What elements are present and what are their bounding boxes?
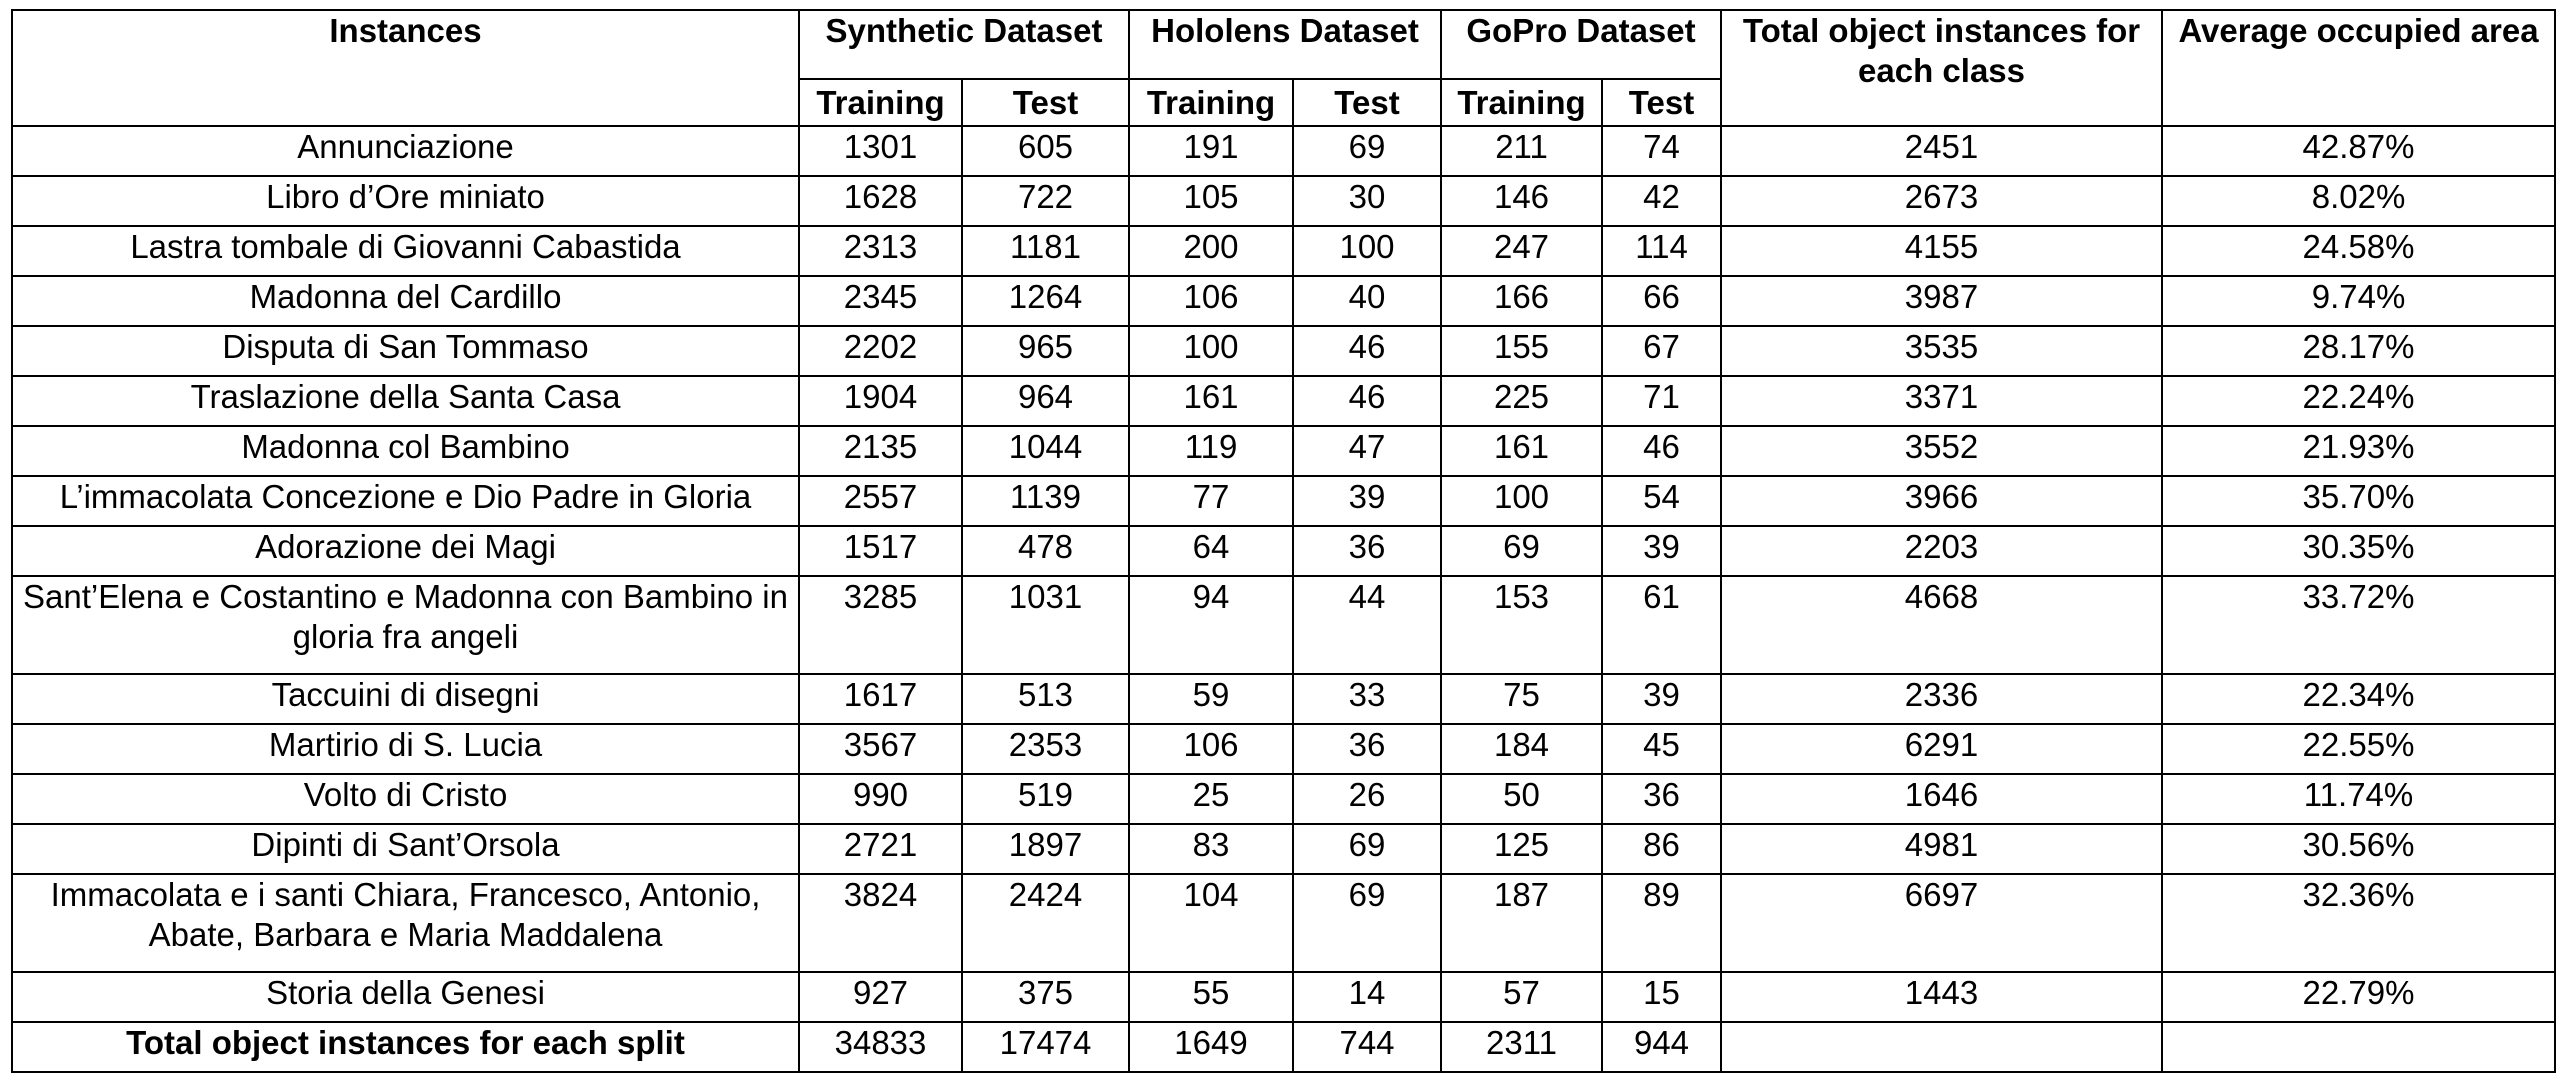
gopro-test-cell: 15 [1602, 972, 1721, 1022]
synthetic-test-cell: 605 [962, 126, 1129, 176]
synthetic-training-cell: 2721 [799, 824, 962, 874]
hololens-test-cell: 46 [1293, 376, 1441, 426]
gopro-test-cell: 54 [1602, 476, 1721, 526]
subheader-synthetic-training: Training [799, 79, 962, 126]
total-instances-cell: 2673 [1721, 176, 2162, 226]
table-row [12, 972, 2555, 1022]
instance-name-cell: Lastra tombale di Giovanni Cabastida [12, 226, 799, 276]
synthetic-training-cell: 2345 [799, 276, 962, 326]
subheader-gopro-test: Test [1602, 79, 1721, 126]
average-area-cell: 28.17% [2162, 326, 2555, 376]
total-instances-cell: 2451 [1721, 126, 2162, 176]
synthetic-test-cell: 1139 [962, 476, 1129, 526]
gopro-test-cell: 71 [1602, 376, 1721, 426]
synthetic-training-cell: 3285 [799, 576, 962, 674]
totals-row [12, 1022, 2555, 1072]
total-instances-cell: 1646 [1721, 774, 2162, 824]
hololens-training-cell: 104 [1129, 874, 1293, 972]
average-area-cell: 22.34% [2162, 674, 2555, 724]
instance-name-cell: Dipinti di Sant’Orsola [12, 824, 799, 874]
hololens-training-cell: 191 [1129, 126, 1293, 176]
total-instances-cell: 3987 [1721, 276, 2162, 326]
synthetic-training-cell: 1617 [799, 674, 962, 724]
instance-name-cell: L’immacolata Concezione e Dio Padre in Gloria [12, 476, 799, 526]
table-row [12, 476, 2555, 526]
total-gopro-test-cell: 944 [1602, 1022, 1721, 1072]
instance-name-cell: Martirio di S. Lucia [12, 724, 799, 774]
synthetic-test-cell: 513 [962, 674, 1129, 724]
gopro-training-cell: 225 [1441, 376, 1602, 426]
hololens-training-cell: 200 [1129, 226, 1293, 276]
gopro-training-cell: 184 [1441, 724, 1602, 774]
total-instances-cell: 2336 [1721, 674, 2162, 724]
hololens-training-cell: 55 [1129, 972, 1293, 1022]
synthetic-test-cell: 964 [962, 376, 1129, 426]
header-total-per-class: Total object instances for each class [1721, 10, 2162, 126]
hololens-training-cell: 106 [1129, 276, 1293, 326]
synthetic-training-cell: 3824 [799, 874, 962, 972]
synthetic-test-cell: 519 [962, 774, 1129, 824]
hololens-test-cell: 69 [1293, 874, 1441, 972]
table-row [12, 774, 2555, 824]
hololens-test-cell: 33 [1293, 674, 1441, 724]
hololens-test-cell: 69 [1293, 824, 1441, 874]
average-area-cell: 30.35% [2162, 526, 2555, 576]
gopro-training-cell: 153 [1441, 576, 1602, 674]
header-hololens-dataset: Hololens Dataset [1129, 10, 1441, 79]
hololens-training-cell: 77 [1129, 476, 1293, 526]
average-area-cell: 9.74% [2162, 276, 2555, 326]
hololens-test-cell: 69 [1293, 126, 1441, 176]
hololens-training-cell: 59 [1129, 674, 1293, 724]
hololens-test-cell: 14 [1293, 972, 1441, 1022]
hololens-test-cell: 44 [1293, 576, 1441, 674]
gopro-training-cell: 247 [1441, 226, 1602, 276]
synthetic-training-cell: 990 [799, 774, 962, 824]
synthetic-training-cell: 927 [799, 972, 962, 1022]
instance-name-cell: Volto di Cristo [12, 774, 799, 824]
total-hololens-test-cell: 744 [1293, 1022, 1441, 1072]
synthetic-training-cell: 1904 [799, 376, 962, 426]
table-row [12, 874, 2555, 972]
table-row [12, 426, 2555, 476]
table-row [12, 126, 2555, 176]
average-area-cell: 35.70% [2162, 476, 2555, 526]
gopro-training-cell: 146 [1441, 176, 1602, 226]
table-body [12, 126, 2555, 1072]
synthetic-training-cell: 3567 [799, 724, 962, 774]
total-instances-cell: 6291 [1721, 724, 2162, 774]
total-instance-name-cell: Total object instances for each split [12, 1022, 799, 1072]
hololens-test-cell: 40 [1293, 276, 1441, 326]
gopro-test-cell: 66 [1602, 276, 1721, 326]
instance-name-cell: Madonna del Cardillo [12, 276, 799, 326]
total-instances-cell: 4668 [1721, 576, 2162, 674]
table-row [12, 276, 2555, 326]
gopro-test-cell: 74 [1602, 126, 1721, 176]
total-instances-cell: 1443 [1721, 972, 2162, 1022]
hololens-test-cell: 39 [1293, 476, 1441, 526]
total-instances-cell: 2203 [1721, 526, 2162, 576]
table-row [12, 326, 2555, 376]
gopro-test-cell: 39 [1602, 526, 1721, 576]
instance-name-cell: Adorazione dei Magi [12, 526, 799, 576]
instance-name-cell: Storia della Genesi [12, 972, 799, 1022]
total-per-class-empty-cell [1721, 1022, 2162, 1072]
synthetic-test-cell: 478 [962, 526, 1129, 576]
hololens-training-cell: 83 [1129, 824, 1293, 874]
hololens-test-cell: 36 [1293, 526, 1441, 576]
gopro-training-cell: 125 [1441, 824, 1602, 874]
synthetic-training-cell: 1517 [799, 526, 962, 576]
gopro-training-cell: 100 [1441, 476, 1602, 526]
subheader-hololens-training: Training [1129, 79, 1293, 126]
table-row [12, 674, 2555, 724]
total-synthetic-training-cell: 34833 [799, 1022, 962, 1072]
average-area-cell: 42.87% [2162, 126, 2555, 176]
hololens-training-cell: 25 [1129, 774, 1293, 824]
synthetic-training-cell: 1628 [799, 176, 962, 226]
gopro-test-cell: 61 [1602, 576, 1721, 674]
average-area-cell: 11.74% [2162, 774, 2555, 824]
instance-name-cell: Taccuini di disegni [12, 674, 799, 724]
hololens-test-cell: 36 [1293, 724, 1441, 774]
hololens-test-cell: 30 [1293, 176, 1441, 226]
hololens-training-cell: 119 [1129, 426, 1293, 476]
instance-name-cell: Annunciazione [12, 126, 799, 176]
average-area-cell: 21.93% [2162, 426, 2555, 476]
synthetic-training-cell: 2135 [799, 426, 962, 476]
hololens-training-cell: 161 [1129, 376, 1293, 426]
gopro-test-cell: 89 [1602, 874, 1721, 972]
gopro-training-cell: 155 [1441, 326, 1602, 376]
header-gopro-dataset: GoPro Dataset [1441, 10, 1721, 79]
hololens-training-cell: 94 [1129, 576, 1293, 674]
gopro-test-cell: 42 [1602, 176, 1721, 226]
hololens-test-cell: 26 [1293, 774, 1441, 824]
hololens-training-cell: 106 [1129, 724, 1293, 774]
gopro-test-cell: 39 [1602, 674, 1721, 724]
hololens-training-cell: 64 [1129, 526, 1293, 576]
synthetic-test-cell: 1181 [962, 226, 1129, 276]
synthetic-test-cell: 1897 [962, 824, 1129, 874]
synthetic-training-cell: 2202 [799, 326, 962, 376]
average-area-cell: 22.55% [2162, 724, 2555, 774]
instance-name-cell: Sant’Elena e Costantino e Madonna con Bambino in gloria fra angeli [12, 576, 799, 674]
synthetic-test-cell: 1044 [962, 426, 1129, 476]
average-area-cell: 24.58% [2162, 226, 2555, 276]
table-row [12, 376, 2555, 426]
subheader-synthetic-test: Test [962, 79, 1129, 126]
gopro-training-cell: 187 [1441, 874, 1602, 972]
gopro-test-cell: 46 [1602, 426, 1721, 476]
header-average-area: Average occupied area [2162, 10, 2555, 126]
gopro-training-cell: 69 [1441, 526, 1602, 576]
subheader-hololens-test: Test [1293, 79, 1441, 126]
hololens-training-cell: 100 [1129, 326, 1293, 376]
synthetic-test-cell: 375 [962, 972, 1129, 1022]
average-area-cell: 30.56% [2162, 824, 2555, 874]
total-instances-cell: 4981 [1721, 824, 2162, 874]
gopro-training-cell: 166 [1441, 276, 1602, 326]
total-instances-cell: 4155 [1721, 226, 2162, 276]
synthetic-test-cell: 1264 [962, 276, 1129, 326]
total-hololens-training-cell: 1649 [1129, 1022, 1293, 1072]
total-instances-cell: 3371 [1721, 376, 2162, 426]
instance-name-cell: Madonna col Bambino [12, 426, 799, 476]
table-row [12, 824, 2555, 874]
table-row [12, 176, 2555, 226]
total-synthetic-test-cell: 17474 [962, 1022, 1129, 1072]
instance-name-cell: Traslazione della Santa Casa [12, 376, 799, 426]
synthetic-test-cell: 2353 [962, 724, 1129, 774]
average-area-cell: 22.24% [2162, 376, 2555, 426]
synthetic-test-cell: 965 [962, 326, 1129, 376]
subheader-gopro-training: Training [1441, 79, 1602, 126]
hololens-test-cell: 100 [1293, 226, 1441, 276]
instance-name-cell: Libro d’Ore miniato [12, 176, 799, 226]
total-instances-cell: 3552 [1721, 426, 2162, 476]
hololens-test-cell: 46 [1293, 326, 1441, 376]
gopro-test-cell: 45 [1602, 724, 1721, 774]
header-instances: Instances [12, 10, 799, 126]
table-row [12, 576, 2555, 674]
average-area-cell: 22.79% [2162, 972, 2555, 1022]
average-area-cell: 33.72% [2162, 576, 2555, 674]
synthetic-test-cell: 722 [962, 176, 1129, 226]
average-area-cell: 32.36% [2162, 874, 2555, 972]
average-area-empty-cell [2162, 1022, 2555, 1072]
instance-name-cell: Immacolata e i santi Chiara, Francesco, Antonio, Abate, Barbara e Maria Maddalena [12, 874, 799, 972]
synthetic-test-cell: 2424 [962, 874, 1129, 972]
total-instances-cell: 6697 [1721, 874, 2162, 972]
gopro-training-cell: 75 [1441, 674, 1602, 724]
total-instances-cell: 3966 [1721, 476, 2162, 526]
gopro-test-cell: 114 [1602, 226, 1721, 276]
synthetic-training-cell: 2557 [799, 476, 962, 526]
synthetic-training-cell: 2313 [799, 226, 962, 276]
synthetic-test-cell: 1031 [962, 576, 1129, 674]
synthetic-training-cell: 1301 [799, 126, 962, 176]
gopro-training-cell: 161 [1441, 426, 1602, 476]
hololens-test-cell: 47 [1293, 426, 1441, 476]
total-instances-cell: 3535 [1721, 326, 2162, 376]
gopro-training-cell: 50 [1441, 774, 1602, 824]
dataset-statistics-table [11, 9, 2556, 1073]
total-gopro-training-cell: 2311 [1441, 1022, 1602, 1072]
gopro-test-cell: 36 [1602, 774, 1721, 824]
table-row [12, 724, 2555, 774]
gopro-training-cell: 57 [1441, 972, 1602, 1022]
gopro-test-cell: 67 [1602, 326, 1721, 376]
average-area-cell: 8.02% [2162, 176, 2555, 226]
table-row [12, 226, 2555, 276]
hololens-training-cell: 105 [1129, 176, 1293, 226]
header-synthetic-dataset: Synthetic Dataset [799, 10, 1129, 79]
table-row [12, 526, 2555, 576]
gopro-test-cell: 86 [1602, 824, 1721, 874]
instance-name-cell: Disputa di San Tommaso [12, 326, 799, 376]
gopro-training-cell: 211 [1441, 126, 1602, 176]
